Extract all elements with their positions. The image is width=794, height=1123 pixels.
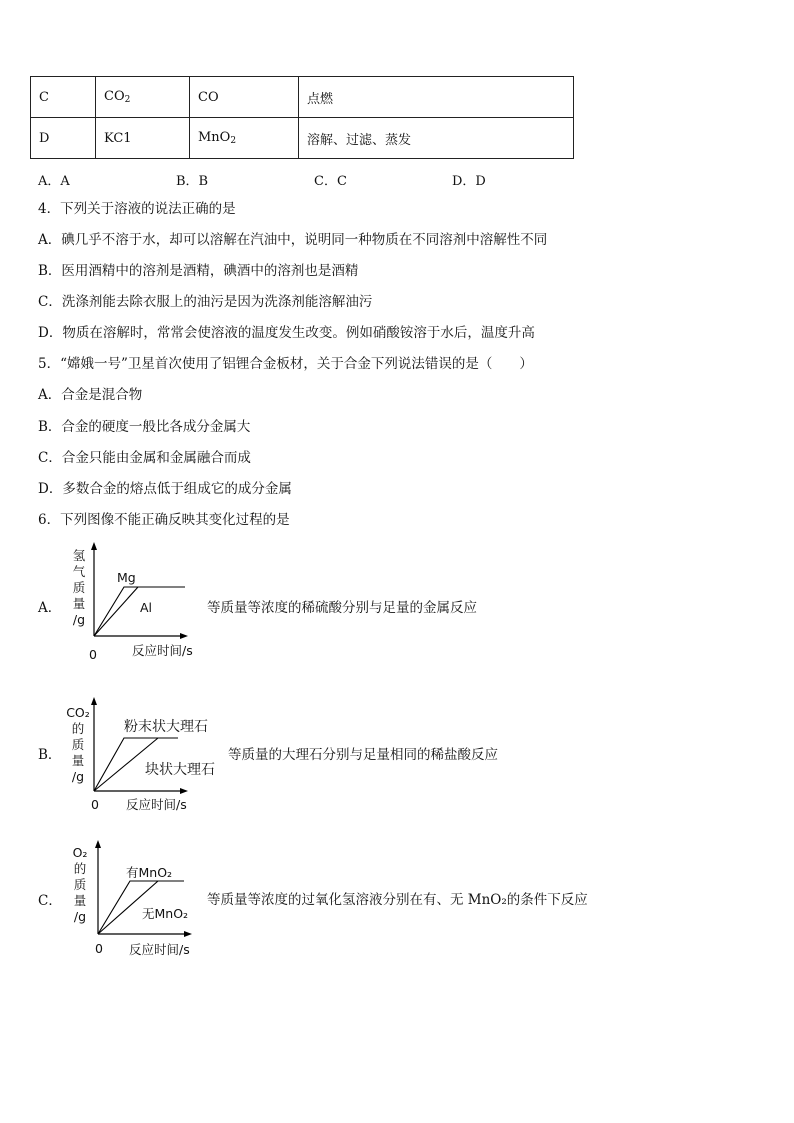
ylabel-part: 气 — [72, 564, 86, 579]
q4-stem: 4．下列关于溶液的说法正确的是 — [38, 201, 236, 217]
q5-stem: 5．“嫦娥一号”卫星首次使用了铝锂合金板材，关于合金下列说法错误的是（ ） — [38, 356, 533, 372]
graph-c-fast-label: 有MnO₂ — [126, 865, 173, 880]
q5-option-a: A．合金是混合物 — [38, 387, 143, 403]
curve-slow — [94, 587, 138, 636]
y-axis-arrow — [91, 697, 97, 705]
table-cell: KC1 — [96, 118, 190, 159]
ylabel-part: 量 — [72, 596, 86, 611]
graph-a-plot — [88, 540, 198, 640]
y-axis-arrow — [95, 840, 101, 848]
graph-c-letter: C． — [38, 893, 62, 909]
q5-option-d: D．多数合金的熔点低于组成它的成分金属 — [38, 481, 292, 497]
graph-b-xlabel: 反应时间/s — [126, 797, 187, 812]
graph-a-ylabel — [72, 548, 86, 628]
q5-option-b: B．合金的硬度一般比各成分金属大 — [38, 419, 251, 435]
x-axis-arrow — [184, 931, 192, 937]
graph-a-origin: 0 — [89, 647, 97, 662]
graph-b-origin: 0 — [91, 797, 99, 812]
table-cell: $CO_2$ — [96, 77, 190, 118]
table-cell: CO — [190, 77, 299, 118]
graph-a-letter: A． — [38, 600, 62, 616]
ylabel-part: /g — [73, 909, 87, 924]
graph-c-desc: 等质量等浓度的过氧化氢溶液分别在有、无 MnO₂的条件下反应 — [207, 892, 588, 908]
graph-b-slow-label: 块状大理石 — [145, 762, 215, 778]
ylabel-part: 质 — [71, 737, 85, 752]
graph-c-ylabel — [68, 845, 92, 925]
graph-a-desc: 等质量等浓度的稀硫酸分别与足量的金属反应 — [207, 600, 477, 616]
ylabel-part: O₂ — [72, 845, 88, 860]
graph-a-xlabel: 反应时间/s — [132, 643, 193, 658]
ylabel-part: 的 — [73, 861, 87, 876]
options-table — [30, 76, 574, 159]
q6-stem: 6．下列图像不能正确反映其变化过程的是 — [38, 512, 290, 528]
ylabel-part: 质 — [73, 877, 87, 892]
q4-option-c: C．洗涤剂能去除衣服上的油污是因为洗涤剂能溶解油污 — [38, 294, 373, 310]
table-cell: C — [31, 77, 96, 118]
y-axis-arrow — [91, 542, 97, 550]
x-axis-arrow — [180, 788, 188, 794]
q5-option-c: C．合金只能由金属和金属融合而成 — [38, 450, 251, 466]
graph-b-fast-label: 粉末状大理石 — [124, 719, 208, 735]
ylabel-part: 质 — [72, 580, 86, 595]
choice-d: D．D — [452, 174, 486, 189]
table-cell: MnO$_2$ — [190, 118, 299, 159]
q4-option-d: D．物质在溶解时，常常会使溶液的温度发生改变。例如硝酸铵溶于水后，温度升高 — [38, 325, 535, 341]
graph-b-letter: B． — [38, 747, 62, 763]
x-axis-arrow — [180, 633, 188, 639]
graph-c-xlabel: 反应时间/s — [129, 942, 190, 957]
graph-b-plot — [88, 695, 198, 795]
ylabel-part: CO₂ — [66, 705, 90, 720]
ylabel-part: /g — [72, 612, 86, 627]
ylabel-part: /g — [71, 769, 85, 784]
graph-c-origin: 0 — [95, 941, 103, 956]
ylabel-part: 量 — [71, 753, 85, 768]
choice-c: C．C — [314, 174, 347, 189]
ylabel-part: 的 — [71, 721, 85, 736]
table-row — [31, 77, 574, 118]
graph-a-fast-label: Mg — [117, 570, 136, 585]
choice-a: A．A — [38, 174, 70, 189]
q4-option-a: A．碘几乎不溶于水，却可以溶解在汽油中，说明同一种物质在不同溶剂中溶解性不同 — [38, 232, 548, 248]
graph-c-plot — [92, 838, 202, 938]
ylabel-part: 氢 — [72, 548, 86, 563]
q4-option-b: B．医用酒精中的溶剂是酒精，碘酒中的溶剂也是酒精 — [38, 263, 359, 279]
choice-b: B．B — [176, 174, 209, 189]
graph-c-slow-label: 无MnO₂ — [142, 906, 189, 921]
graph-b-desc: 等质量的大理石分别与足量相同的稀盐酸反应 — [228, 747, 498, 763]
table-row — [31, 118, 574, 159]
table-cell: D — [31, 118, 96, 159]
table-cell: 溶解、过滤、蒸发 — [299, 118, 574, 159]
ylabel-part: 量 — [73, 893, 87, 908]
table-cell: 点燃 — [299, 77, 574, 118]
graph-a-slow-label: Al — [140, 600, 153, 615]
